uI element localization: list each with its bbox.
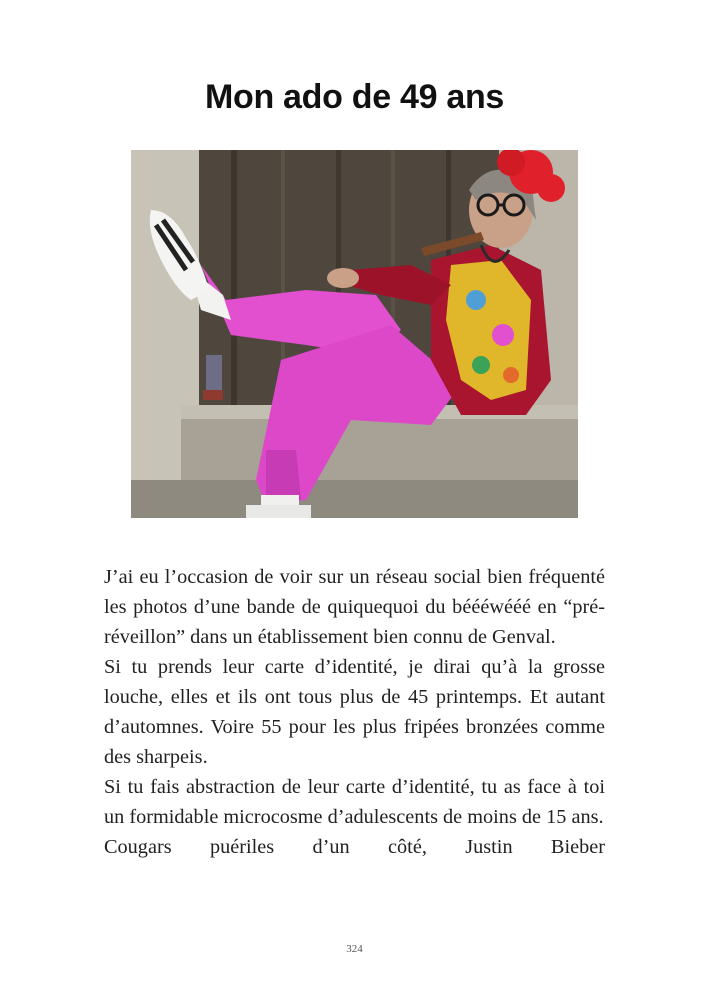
paragraph-1: J’ai eu l’occasion de voir sur un réseau social bien fréquenté les photos d’une bande de quiquequoi du béééwééé en “pré-réveillon” dans un établissement bien connu de Genval. xyxy=(104,566,605,648)
paragraph-2: Si tu prends leur carte d’identité, je dirai qu’à la grosse louche, elles et ils ont tous plus de 45 printemps. Et autant d’automnes. Voire 55 pour les plus fripées bronzées comme des sharpeis. xyxy=(104,656,605,768)
paragraph-4: Cougars puériles d’un côté, Justin Bieber xyxy=(104,836,605,858)
paragraph-3: Si tu fais abstraction de leur carte d’identité, tu as face à toi un formidable microcosme d’adulescents de moins de 15 ans. xyxy=(104,776,605,828)
body-text xyxy=(104,562,605,862)
photo xyxy=(131,150,578,518)
page-title: Mon ado de 49 ans xyxy=(204,78,505,116)
page-number: 324 xyxy=(346,943,363,955)
